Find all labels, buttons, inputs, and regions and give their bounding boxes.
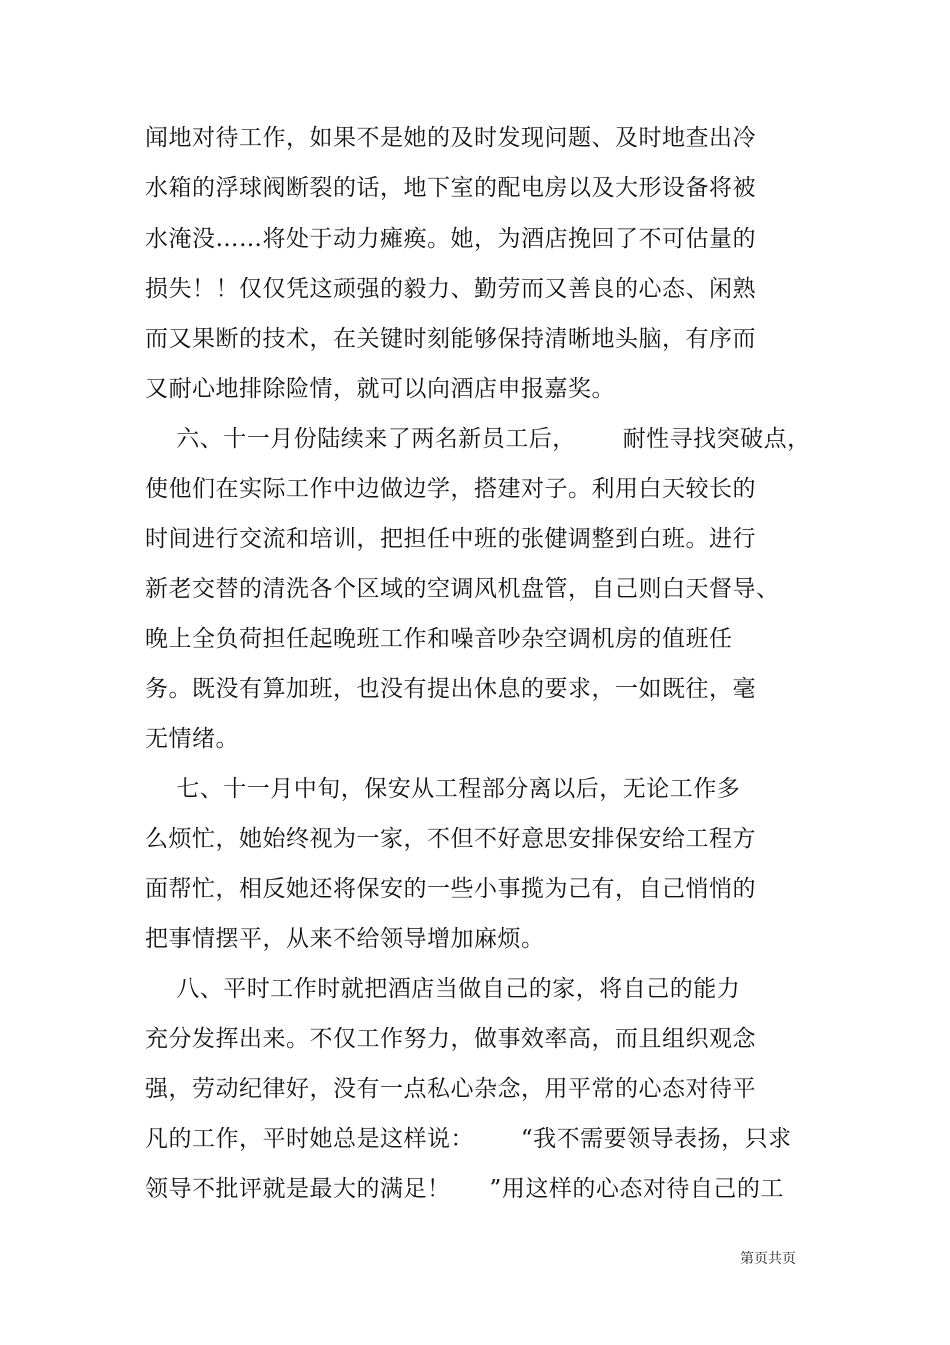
body-line: 七、十一月中旬，保安从工程部分离以后，无论工作多 [145, 776, 741, 802]
body-line: 又耐心地排除险情，就可以向酒店申报嘉奖。 [145, 376, 615, 402]
body-line: 六、十一月份陆续来了两名新员工后， 耐性寻找突破点， [145, 426, 811, 452]
body-line: 而又果断的技术，在关键时刻能够保持清晰地头脑，有序而 [145, 326, 756, 352]
body-line: 把事情摆平，从来不给领导增加麻烦。 [145, 926, 545, 952]
body-line: 损失！！仅仅凭这顽强的毅力、勤劳而又善良的心态、闲熟 [145, 276, 756, 302]
body-line: 时间进行交流和培训，把担任中班的张健调整到白班。进行 [145, 526, 756, 552]
body-line: 水箱的浮球阀断裂的话，地下室的配电房以及大形设备将被 [145, 175, 756, 201]
body-line: 无情绪。 [145, 726, 239, 752]
body-line: 么烦忙，她始终视为一家，不但不好意思安排保安给工程方 [145, 826, 756, 852]
body-line: 凡的工作，平时她总是这样说： “我不需要领导表扬，只求 [145, 1126, 792, 1152]
body-line: 强，劳动纪律好，没有一点私心杂念，用平常的心态对待平 [145, 1076, 756, 1102]
page-footer: 第页共页 [740, 1251, 796, 1267]
body-line: 使他们在实际工作中边做边学，搭建对子。利用白天较长的 [145, 476, 756, 502]
body-line: 充分发挥出来。不仅工作努力，做事效率高，而且组织观念 [145, 1026, 756, 1052]
body-line: 领导不批评就是最大的满足！ ”用这样的心态对待自己的工 [145, 1176, 784, 1202]
body-line: 八、平时工作时就把酒店当做自己的家，将自己的能力 [145, 976, 741, 1002]
body-line: 闻地对待工作，如果不是她的及时发现问题、及时地查出冷 [145, 125, 756, 151]
body-line: 务。既没有算加班，也没有提出休息的要求，一如既往，毫 [145, 676, 756, 702]
body-line: 晚上全负荷担任起晚班工作和噪音吵杂空调机房的值班任 [145, 626, 733, 652]
body-line: 新老交替的清洗各个区域的空调风机盘管，自己则白天督导、 [145, 576, 780, 602]
body-line: 水淹没……将处于动力瘫痪。她，为酒店挽回了不可估量的 [145, 226, 756, 252]
body-line: 面帮忙，相反她还将保安的一些小事揽为己有，自己悄悄的 [145, 876, 756, 902]
